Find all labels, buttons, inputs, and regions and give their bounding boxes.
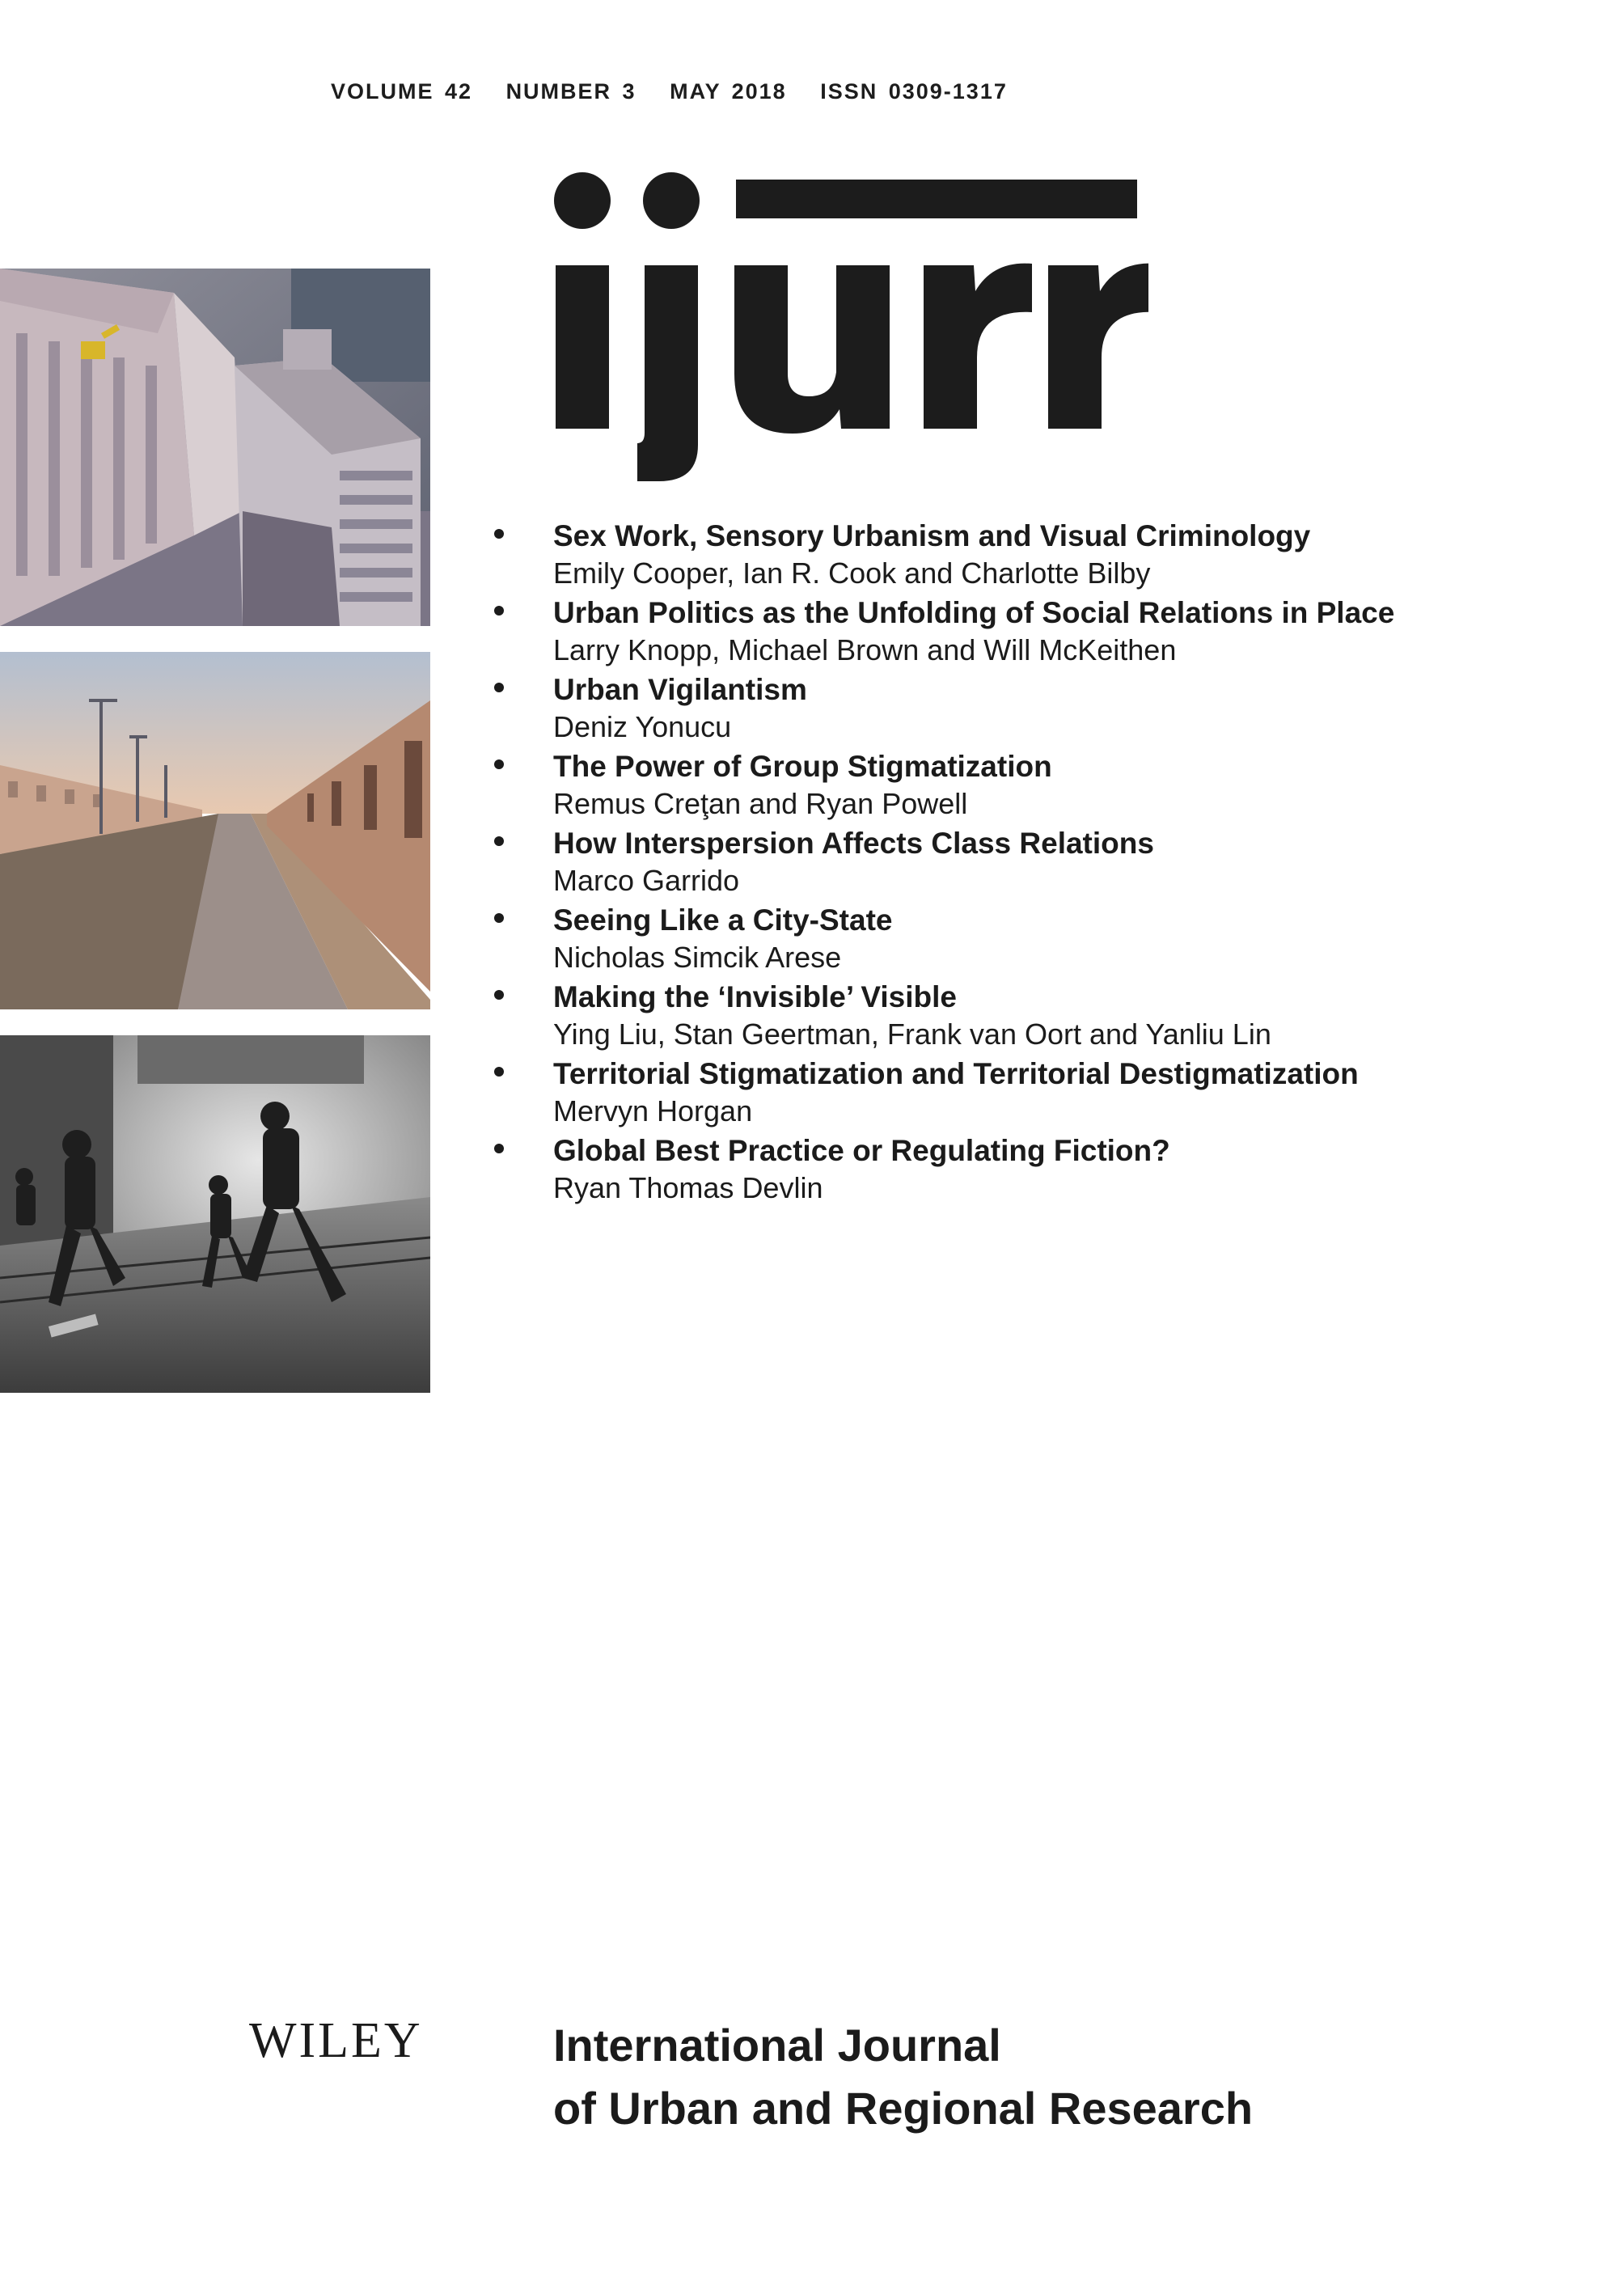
article-title: Sex Work, Sensory Urbanism and Visual Criminology [553,519,1311,552]
article-authors: Larry Knopp, Michael Brown and Will McKeithen [553,633,1177,666]
article-title: Urban Vigilantism [553,673,807,706]
article-title: How Interspersion Affects Class Relations [553,827,1154,860]
contents-list [485,518,1537,1209]
issue-date: MAY 2018 [670,79,787,104]
issue-number: NUMBER 3 [505,79,636,104]
article-authors: Marco Garrido [553,864,740,897]
contents-item [485,671,1537,748]
article-title: Global Best Practice or Regulating Fiction? [553,1134,1170,1167]
article-authors: Emily Cooper, Ian R. Cook and Charlotte Bilby [553,556,1151,590]
contents-item [485,979,1537,1056]
article-title: The Power of Group Stigmatization [553,750,1052,783]
issn: ISSN 0309-1317 [820,79,1008,104]
journal-name-line-2: of Urban and Regional Research [553,2083,1254,2134]
article-title: Making the ‘Invisible’ Visible [553,980,957,1013]
publisher-logo: WILEY [249,2013,423,2068]
journal-name-line-1: International Journal [553,2020,1001,2071]
ijurr-logo [550,170,1148,485]
contents-item [485,518,1537,594]
photo-protest-tear-gas [0,1035,430,1393]
contents-item [485,1056,1537,1132]
article-authors: Ryan Thomas Devlin [553,1171,823,1204]
bullet-icon [494,529,504,539]
bullet-icon [494,1144,504,1153]
contents-item [485,748,1537,825]
journal-full-name [553,2014,1253,2140]
article-authors: Ying Liu, Stan Geertman, Frank van Oort and Yanliu Lin [553,1017,1271,1051]
volume: VOLUME 42 [331,79,473,104]
bullet-icon [494,759,504,769]
article-authors: Deniz Yonucu [553,710,732,743]
bullet-icon [494,913,504,923]
bullet-icon [494,836,504,846]
photo-aerial-towers [0,269,430,626]
bullet-icon [494,683,504,692]
article-title: Urban Politics as the Unfolding of Social Relations in Place [553,596,1395,629]
contents-item [485,825,1537,902]
article-authors: Mervyn Horgan [553,1094,753,1127]
article-authors: Nicholas Simcik Arese [553,941,842,974]
bullet-icon [494,606,504,616]
contents-item [485,594,1537,671]
bullet-icon [494,990,504,1000]
issue-info [331,79,1030,104]
article-title: Seeing Like a City-State [553,903,893,937]
article-title: Territorial Stigmatization and Territorial Destigmatization [553,1057,1359,1090]
contents-item [485,902,1537,979]
bullet-icon [494,1067,504,1077]
photo-empty-street [0,652,430,1009]
article-authors: Remus Creţan and Ryan Powell [553,787,968,820]
contents-item [485,1132,1537,1209]
